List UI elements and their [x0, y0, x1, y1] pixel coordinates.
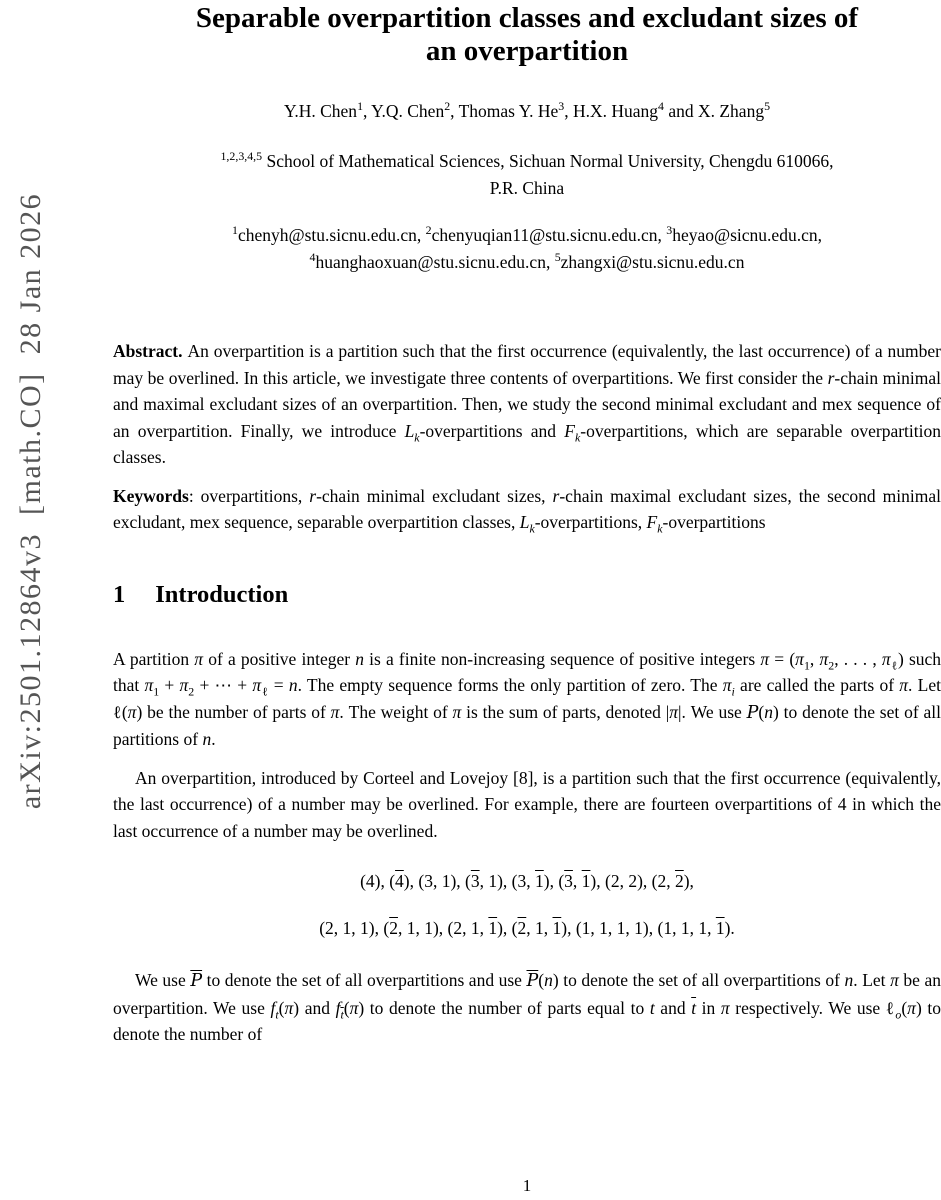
paper-title: Separable overpartition classes and excludant sizes of an overpartition — [195, 2, 859, 67]
keywords-label: Keywords — [113, 485, 189, 506]
authors-line: Y.H. Chen$^1$, Y.Q. Chen$^2$, Thomas Y. He$^3$, H.X. Huang$^4$ and X. Zhang$^5$ — [283, 99, 771, 121]
section-1-heading — [113, 580, 941, 610]
display-equation-1: (4), (4), (3, 1), (3, 1), (3, 1), (3, 1), (2, 2), (2, 2), — [360, 871, 694, 891]
section-number: 1 — [113, 580, 126, 608]
arxiv-watermark: arXiv:2501.12864v3 [math.CO] 28 Jan 2026 — [14, 192, 47, 810]
display-equation-2: (2, 1, 1), (2, 1, 1), (2, 1, 1), (2, 1, 1), (1, 1, 1, 1), (1, 1, 1, 1). — [319, 918, 735, 938]
paragraph-3: We use $\overline{P}$ to denote the set of all overpartitions and use $\overline{P}(n)$ to denote the set of all overpartitions of n. Let π be an overpartition. We use $f_t(\pi)$ and $f_{\overline{t}}(\pi)$ to denote the number of parts equal to t and $\overline{t}$ in π respectively. We use ℓ$_o$(π) to denote the number of — [113, 970, 941, 1044]
abstract-text: An overpartition is a partition such that the first occurrence (equivalently, the last occurrence) of a number may be overlined. In this article, we investigate three contents of overpartitions. We first consider the r-chain minimal and maximal excludant sizes of an overpartition. Then, we study the second minimal excludant and mex sequence of an overpartition. Finally, we introduce $L_k$-overpartitions and $F_k$-overpartitions, which are separable overpartition classes. — [113, 341, 941, 467]
paragraph-1: A partition π of a positive integer n is a finite non-increasing sequence of positive integers $\pi = (\pi_1$, $\pi_2$, . . . , $\pi_\ell$) such that $\pi_1 + \pi_2$ + ⋯ + $\pi_\ell = n$. The empty sequence forms the only partition of zero. The $\pi_i$ are called the parts of π. Let ℓ(π) be the number of parts of π. The weight of π is the sum of parts, denoted |π|. We use P(n) to denote the set of all partitions of n. — [113, 648, 941, 749]
keywords — [113, 483, 941, 536]
paper-content — [113, 0, 941, 1048]
author-emails: $^1$chenyh@stu.sicnu.edu.cn, $^2$chenyuqian11@stu.sicnu.edu.cn, $^3$heyao@sicnu.edu.cn, $^4$huanghaoxuan@stu.sicnu.edu.cn, $^5$zhangxi@stu.sicnu.edu.cn — [232, 223, 822, 272]
paragraph-2: An overpartition, introduced by Corteel and Lovejoy [8], is a partition such that the first occurrence (equivalently, the last occurrence) of a number may be overlined. For example, there are fourteen overpartitions of 4 in which the last occurrence of a number may be overlined. — [113, 767, 941, 841]
section-title: Introduction — [155, 580, 289, 608]
page-number: 1 — [522, 1176, 532, 1195]
affiliation: $^{1,2,3,4,5}$ School of Mathematical Sciences, Sichuan Normal University, Chengdu 610066, P.R. China — [220, 149, 834, 198]
abstract — [113, 338, 941, 471]
abstract-label: Abstract. — [113, 341, 183, 361]
keywords-text: : overpartitions, r-chain minimal excludant sizes, r-chain maximal excludant sizes, the second minimal excludant, mex sequence, separable overpartition classes, $L_k$-overpartitions, $F_k$-overpartitions — [113, 485, 941, 536]
